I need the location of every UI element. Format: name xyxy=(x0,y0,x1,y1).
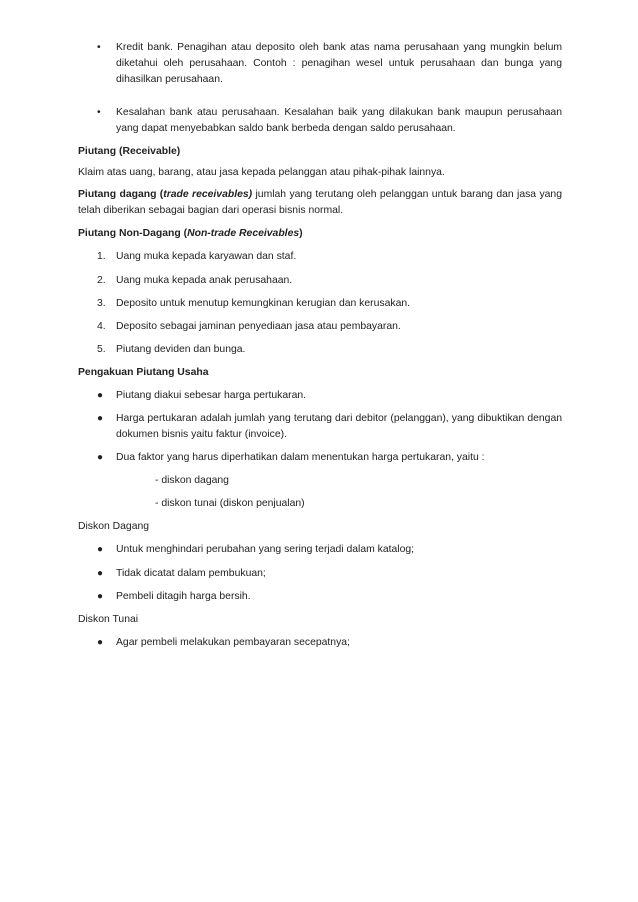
list-number: 2. xyxy=(97,275,106,286)
list-number: 5. xyxy=(97,344,106,355)
heading-part-english: Non-trade Receivables xyxy=(187,228,300,239)
sub-item: - diskon tunai (diskon penjualan) xyxy=(155,498,305,509)
section-heading-pengakuan: Pengakuan Piutang Usaha xyxy=(78,367,209,378)
section-heading-piutang-non-dagang xyxy=(78,226,562,242)
list-number: 1. xyxy=(97,251,106,262)
piutang-dagang-term-english: trade receivables) xyxy=(163,189,253,200)
heading-part: Piutang Non-Dagang ( xyxy=(78,228,188,239)
bullet-text: Harga pertukaran adalah jumlah yang terutang dari debitor (pelanggan), yang dibuktikan dengan dokumen bisnis yaitu faktur (invoice). xyxy=(116,413,562,440)
piutang-dagang-paragraph xyxy=(78,187,562,219)
bullet-marker: ● xyxy=(97,390,104,401)
sub-item: - diskon dagang xyxy=(155,475,229,486)
list-text: Deposito sebagai jaminan penyediaan jasa atau pembayaran. xyxy=(116,321,401,332)
bullet-text: Kesalahan bank atau perusahaan. Kesalahan baik yang dilakukan bank maupun perusahaan yang dapat menyebabkan saldo bank berbeda dengan saldo perusahaan. xyxy=(116,107,562,134)
section-heading-diskon-tunai: Diskon Tunai xyxy=(78,614,139,625)
bullet-marker: ● xyxy=(97,591,104,602)
list-text: Piutang deviden dan bunga. xyxy=(116,344,246,355)
bullet-text: Agar pembeli melakukan pembayaran secepatnya; xyxy=(116,637,350,648)
piutang-definition: Klaim atas uang, barang, atau jasa kepada pelanggan atau pihak-pihak lainnya. xyxy=(78,167,445,178)
bullet-text: Tidak dicatat dalam pembukuan; xyxy=(116,568,266,579)
bullet-marker: ● xyxy=(97,544,104,555)
heading-part: ) xyxy=(299,228,303,239)
list-text: Uang muka kepada anak perusahaan. xyxy=(116,275,293,286)
section-heading-piutang: Piutang (Receivable) xyxy=(78,146,181,157)
bullet-text: Kredit bank. Penagihan atau deposito oleh bank atas nama perusahaan yang mungkin belum diketahui oleh perusahaan. Contoh : penagihan wesel untuk perusahaan dan bunga yang dihasilkan perusahaan. xyxy=(116,42,562,85)
bullet-marker: • xyxy=(97,107,101,118)
section-heading-diskon-dagang: Diskon Dagang xyxy=(78,521,150,532)
bullet-marker: ● xyxy=(97,568,104,579)
list-number: 3. xyxy=(97,298,106,309)
bullet-marker: ● xyxy=(97,452,104,463)
list-text: Uang muka kepada karyawan dan staf. xyxy=(116,251,297,262)
piutang-dagang-definition: jumlah yang terutang oleh pelanggan untuk barang dan jasa yang telah diberikan sebagai bagian dari operasi bisnis normal. xyxy=(78,189,562,216)
bullet-text: Piutang diakui sebesar harga pertukaran. xyxy=(116,390,307,401)
bullet-text: Dua faktor yang harus diperhatikan dalam menentukan harga pertukaran, yaitu : xyxy=(116,452,485,463)
bullet-text: Untuk menghindari perubahan yang sering terjadi dalam katalog; xyxy=(116,544,415,555)
list-text: Deposito untuk menutup kemungkinan kerugian dan kerusakan. xyxy=(116,298,411,309)
piutang-dagang-term: Piutang dagang ( xyxy=(78,189,164,200)
bullet-marker: ● xyxy=(97,637,104,648)
list-number: 4. xyxy=(97,321,106,332)
bullet-marker: • xyxy=(97,42,101,53)
bullet-marker: ● xyxy=(97,413,104,424)
bullet-text: Pembeli ditagih harga bersih. xyxy=(116,591,251,602)
